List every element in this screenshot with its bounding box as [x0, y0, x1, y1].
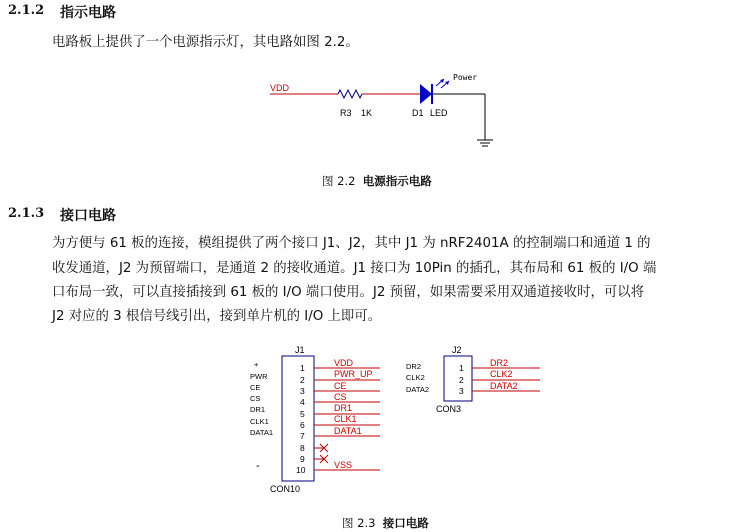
- diode-ref: D1: [412, 108, 424, 118]
- j1-pin-number: 5: [300, 409, 305, 419]
- paragraph-line: J2 对应的 3 根信号线引出，接到单片机的 I/O 上即可。: [52, 309, 382, 324]
- led-circuit-diagram: [260, 68, 510, 156]
- j1-net-label: DR1: [334, 403, 353, 413]
- j2-left-label: DR2: [406, 362, 422, 371]
- j1-pin-number: 9: [300, 454, 305, 464]
- j1-ref: J1: [295, 345, 305, 355]
- paragraph: 电路板上提供了一个电源指示灯，其电路如图 2.2。: [52, 35, 359, 50]
- j1-pin-number: 10: [296, 465, 306, 475]
- j1-left-label: PWR: [250, 372, 268, 381]
- j2-net-label: CLK2: [490, 369, 513, 379]
- interface-circuit-diagram: [240, 340, 550, 500]
- section-title: 接口电路: [60, 208, 116, 224]
- j1-part: CON10: [270, 484, 301, 494]
- j1-pin-number: 1: [300, 363, 305, 373]
- j2-part: CON3: [436, 404, 462, 414]
- caption-text: 接口电路: [382, 516, 429, 530]
- paragraph-line: 收发通道，J2 为预留端口，是通道 2 的接收通道。J1 接口为 10Pin 的插孔，其布局和 61 板的 I/O 端: [52, 261, 657, 276]
- figure-caption: [322, 173, 432, 189]
- section-number: 2.1.2: [8, 3, 45, 18]
- power-label: Power: [453, 73, 478, 82]
- j1-pin-number: 4: [300, 397, 305, 407]
- caption-number: 图 2.2: [322, 174, 356, 188]
- j1-left-label: CS: [250, 394, 261, 403]
- j1-left-label: CE: [250, 383, 261, 392]
- j1-net-label: PWR_UP: [334, 369, 373, 379]
- j1-net-label: CLK1: [334, 414, 357, 424]
- j1-net-label: CS: [334, 392, 347, 402]
- section-title: 指示电路: [60, 5, 116, 21]
- j1-net-label: VSS: [334, 460, 353, 470]
- j1-pin-number: 8: [300, 443, 305, 453]
- paragraph-line: 为方便与 61 板的连接，模组提供了两个接口 J1、J2，其中 J1 为 nRF2401A 的控制端口和通道 1 的: [52, 236, 651, 251]
- j1-left-label: DATA1: [250, 428, 274, 437]
- j2-connector-body: [444, 356, 472, 401]
- j1-pin-number: 6: [300, 420, 305, 430]
- j1-connector-body: [282, 356, 314, 481]
- j1-left-label: +: [254, 360, 259, 369]
- caption-number: 图 2.3: [342, 516, 376, 530]
- j2-net-label: DR2: [490, 358, 509, 368]
- vdd-net-label: VDD: [270, 83, 290, 93]
- j2-pin-number: 3: [459, 386, 464, 396]
- j1-pin-number: 2: [300, 375, 305, 385]
- j1-left-label: CLK1: [250, 417, 269, 426]
- j2-net-label: DATA2: [490, 381, 518, 391]
- j1-net-label: VDD: [334, 358, 354, 368]
- j2-left-label: CLK2: [406, 373, 425, 382]
- led-symbol: [420, 84, 432, 104]
- paragraph-line: 口布局一致，可以直接插接到 61 板的 I/O 端口使用。J2 预留，如果需要采用双通道接收时，可以将: [52, 285, 645, 300]
- j1-pin-number: 3: [300, 386, 305, 396]
- j1-net-label: DATA1: [334, 426, 362, 436]
- resistor-ref: R3: [340, 108, 352, 118]
- section-number: 2.1.3: [8, 206, 45, 221]
- j1-left-label: -: [256, 460, 260, 472]
- figure-caption: [342, 515, 429, 531]
- j1-pin-number: 7: [300, 431, 305, 441]
- j2-pin-number: 2: [459, 375, 464, 385]
- j1-left-label: DR1: [250, 405, 266, 414]
- caption-text: 电源指示电路: [362, 174, 432, 188]
- resistor-value: 1K: [361, 108, 373, 118]
- j2-ref: J2: [452, 345, 462, 355]
- j1-net-label: CE: [334, 381, 347, 391]
- resistor-symbol: [338, 90, 362, 98]
- j2-left-label: DATA2: [406, 385, 430, 394]
- diode-value: LED: [430, 108, 448, 118]
- j2-pin-number: 1: [459, 363, 464, 373]
